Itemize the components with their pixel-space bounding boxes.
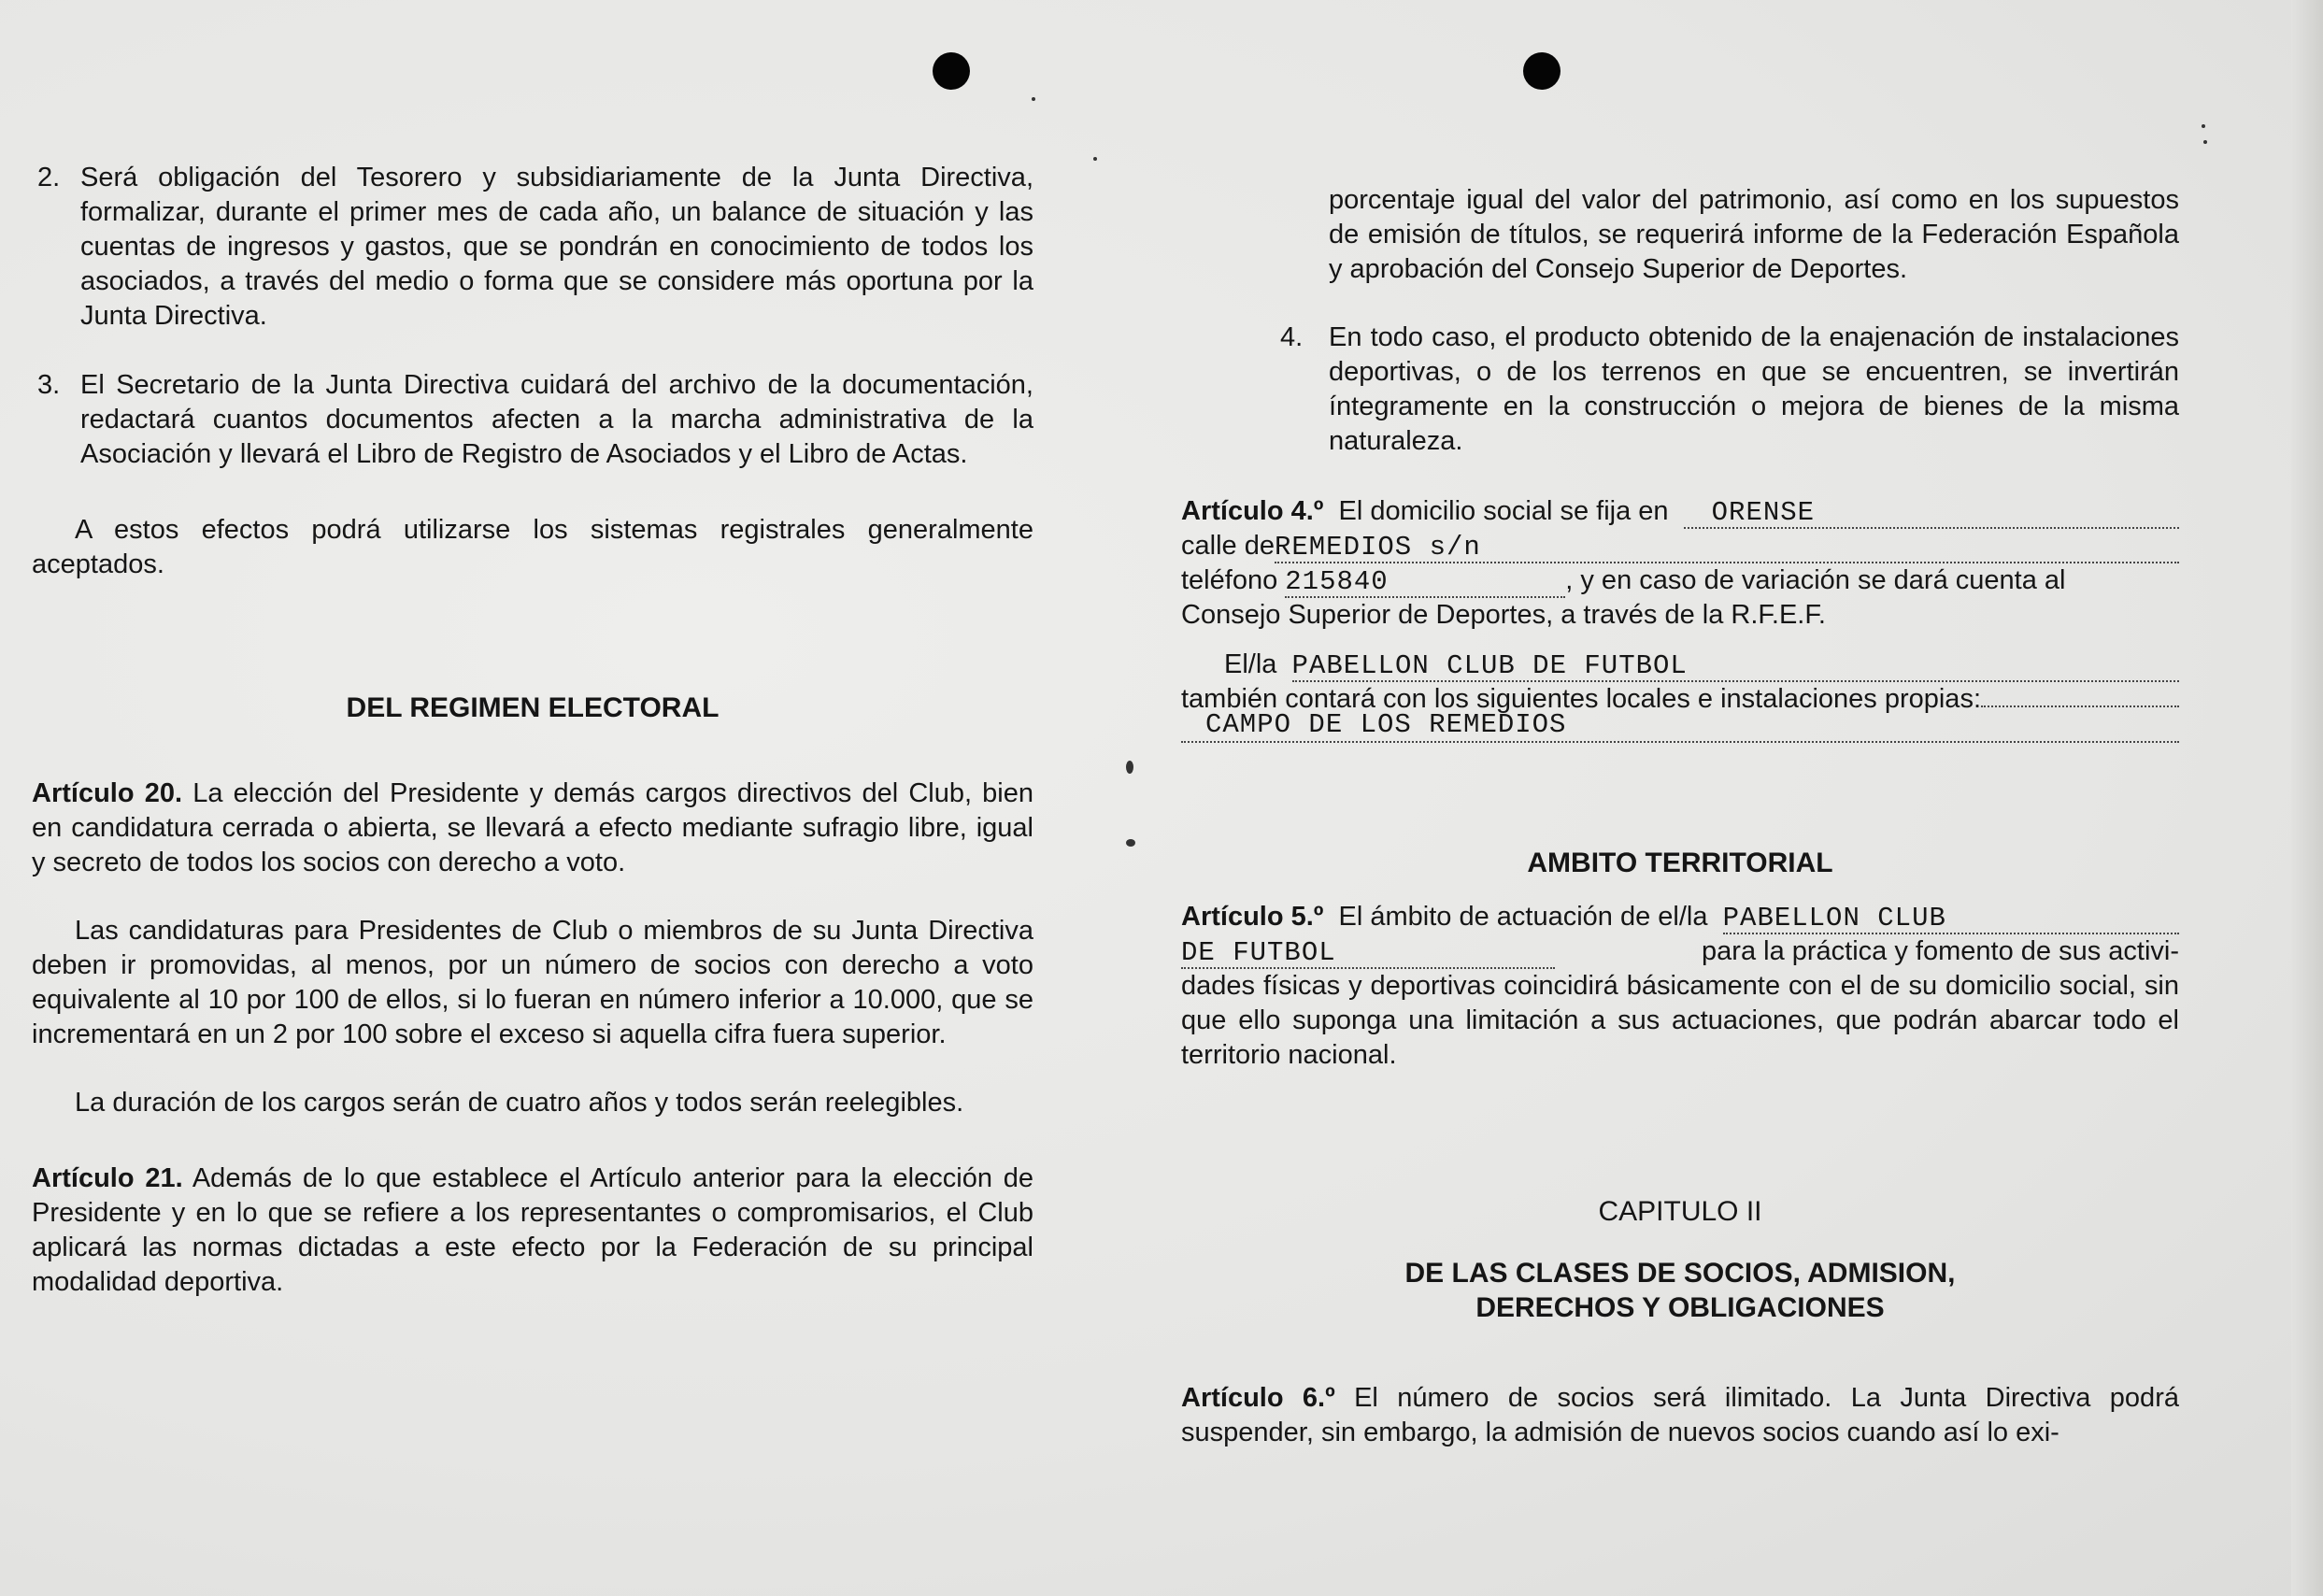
art5-club-field-2: DE FUTBOL — [1181, 939, 1555, 969]
article-4-line-1 — [1181, 494, 2179, 529]
ella-line — [1181, 648, 2179, 682]
article-6-text: El número de socios será ilimitado. La Junta Directiva podrá suspender, sin embargo, la admisión de nuevos socios cuando así lo exi- — [1181, 1383, 2179, 1447]
item-3-text: El Secretario de la Junta Directiva cuidará del archivo de la documentación, redactará cuantos documentos afecten a la marcha administrativa de la Asociación y llevará el Libro de Registro de Asociados y el Libro de Actas. — [80, 370, 1033, 469]
item-2-number: 2. — [37, 163, 61, 192]
article-5-line-1 — [1181, 900, 2179, 934]
article-20-text: La elección del Presidente y demás cargos directivos del Club, bien en candidatura cerrada o abierta, se llevará a efecto mediante sufragio libre, igual y secreto de todos los socios con derecho a voto. — [32, 778, 1033, 877]
article-5-label: Artículo 5.º — [1181, 902, 1324, 932]
item-4-number: 4. — [1280, 322, 1304, 352]
heading-socios-1: DE LAS CLASES DE SOCIOS, ADMISION, — [1404, 1258, 1956, 1289]
article-5 — [1181, 900, 2179, 1073]
club-name-field: PABELLON CLUB DE FUTBOL — [1292, 652, 2179, 682]
speck — [1126, 761, 1133, 774]
calle-label: calle de — [1181, 531, 1275, 561]
article-6-label: Artículo 6.º — [1181, 1383, 1335, 1413]
heading-ambito-territorial: AMBITO TERRITORIAL — [1527, 848, 1833, 878]
heading-regimen-electoral: DEL REGIMEN ELECTORAL — [346, 692, 720, 723]
article-4 — [1181, 494, 2179, 743]
speck — [2202, 124, 2205, 128]
paper-edge — [2291, 0, 2323, 1596]
capitulo-ii: CAPITULO II — [1598, 1196, 1762, 1227]
item-3 — [32, 368, 1033, 472]
article-4-label: Artículo 4.º — [1181, 496, 1324, 526]
porcentaje-paragraph: porcentaje igual del valor del patrimonio, así como en los supuestos de emisión de títulos, se requerirá informe de la Federación Española y aprobación del Consejo Superior de Deportes. — [1329, 185, 2179, 284]
speck — [1032, 97, 1035, 101]
speck — [1093, 157, 1097, 161]
article-6 — [1181, 1381, 2179, 1450]
locales-text: también contará con los siguientes locales e instalaciones propias: — [1181, 684, 1981, 714]
article-20-label: Artículo 20. — [32, 778, 183, 808]
ella-label: El/la — [1224, 649, 1277, 679]
variacion-text: , y en caso de variación se dará cuenta al — [1565, 565, 2066, 595]
consejo-text: Consejo Superior de Deportes, a través de la R.F.E.F. — [1181, 600, 1826, 630]
article-4-line-2 — [1181, 529, 2179, 563]
article-4-line-3 — [1181, 563, 2179, 598]
right-column — [1181, 183, 2179, 1450]
article-21-label: Artículo 21. — [32, 1163, 183, 1193]
art5-practica: para la práctica y fomento de sus activi- — [1702, 936, 2179, 966]
item-4 — [1181, 321, 2179, 459]
calle-field: REMEDIOS s/n — [1275, 534, 2179, 563]
item-2-text: Será obligación del Tesorero y subsidiariamente de la Junta Directiva, formalizar, durante el primer mes de cada año, un balance de situación y las cuentas de ingresos y gastos, que se pondrán en conocimiento de todos los asociados, a través del medio o forma que se considere más oportuna por la Junta Directiva. — [80, 163, 1033, 331]
left-column — [32, 161, 1033, 1300]
telefono-label: teléfono — [1181, 565, 1278, 595]
registros-paragraph: A estos efectos podrá utilizarse los sistemas registrales generalmente aceptados. — [32, 515, 1033, 579]
punch-hole-right — [1523, 52, 1561, 90]
speck — [2203, 140, 2207, 144]
punch-hole-left — [933, 52, 970, 90]
art5-club-field-1: PABELLON CLUB — [1723, 905, 2179, 934]
locales-fill — [1981, 705, 2179, 707]
article-5-rest: dades físicas y deportivas coincidirá básicamente con el de su domicilio social, sin que ello suponga una limitación a sus actuaciones, que podrán abarcar todo el territorio nacional. — [1181, 971, 2179, 1070]
article-20 — [32, 777, 1033, 880]
duracion-paragraph: La duración de los cargos serán de cuatro años y todos serán reelegibles. — [75, 1088, 964, 1118]
domicilio-city-field: ORENSE — [1684, 499, 2179, 529]
heading-socios-2: DERECHOS Y OBLIGACIONES — [1475, 1292, 1885, 1323]
speck — [1126, 839, 1135, 847]
item-2 — [32, 161, 1033, 334]
article-5-line-2 — [1181, 934, 2179, 969]
item-3-number: 3. — [37, 370, 61, 400]
telefono-field: 215840 — [1285, 568, 1565, 598]
article-21-text: Además de lo que establece el Artículo anterior para la elección de Presidente y en lo que se refiere a los representantes o compromisarios, el Club aplicará las normas dictadas a este efecto por la Federación de su principal modalidad deportiva. — [32, 1163, 1033, 1297]
article-5-intro: El ámbito de actuación de el/la — [1338, 902, 1708, 932]
item-4-text: En todo caso, el producto obtenido de la enajenación de instalaciones deportivas, o de los terrenos en que se encuentren, se invertirán íntegramente en la construcción o mejora de bienes de la misma naturaleza. — [1329, 322, 2179, 456]
candidaturas-paragraph: Las candidaturas para Presidentes de Club o miembros de su Junta Directiva deben ir promovidas, al menos, por un número de socios con derecho a voto equivalente al 10 por 100 de ellos, si lo fueran en número inferior a 10.000, que se incrementará en un 2 por 100 sobre el exceso si aquella cifra fuera superior. — [32, 916, 1033, 1049]
article-4-domicilio: El domicilio social se fija en — [1338, 496, 1669, 526]
article-21 — [32, 1161, 1033, 1300]
instalaciones-field: CAMPO DE LOS REMEDIOS — [1181, 709, 2179, 743]
